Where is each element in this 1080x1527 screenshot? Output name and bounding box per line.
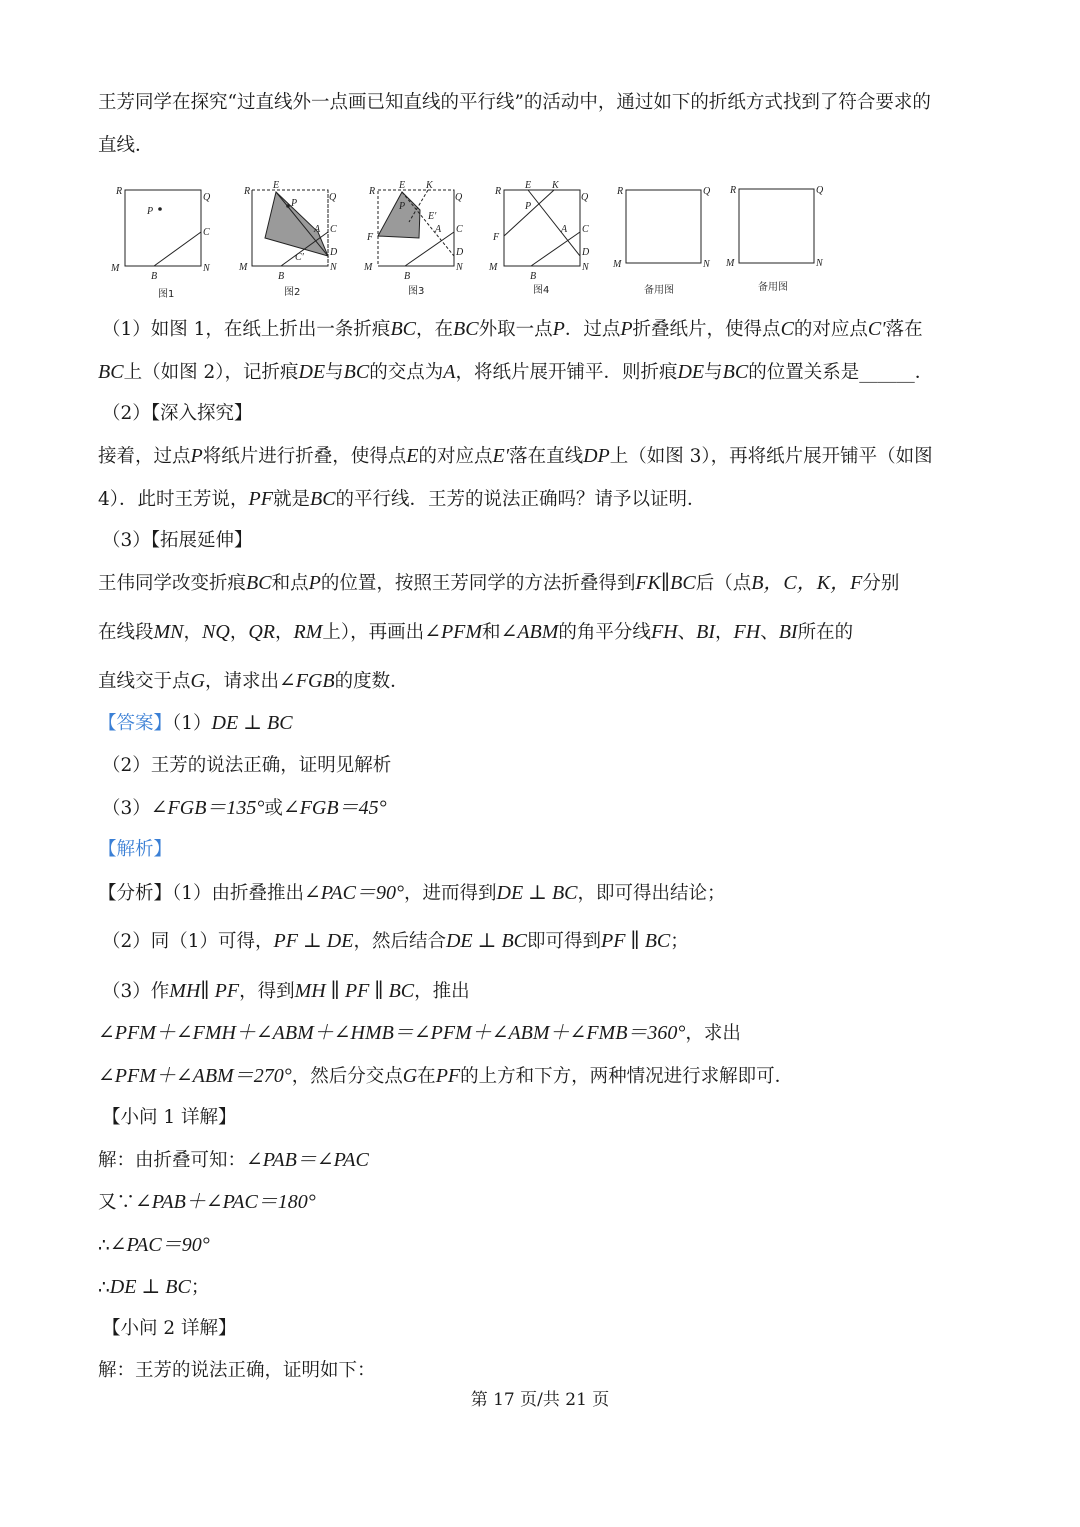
detail1-line-3: ∴∠PAC＝90° bbox=[98, 1234, 210, 1256]
caption-spare-1: 备用图 bbox=[644, 285, 674, 296]
svg-text:N: N bbox=[816, 258, 823, 269]
svg-text:B: B bbox=[530, 271, 537, 282]
svg-text:F: F bbox=[367, 232, 374, 243]
svg-text:C′: C′ bbox=[295, 252, 304, 263]
svg-text:B: B bbox=[278, 271, 285, 282]
page-footer: 第 17 页/共 21 页 bbox=[470, 1390, 610, 1410]
svg-text:Q: Q bbox=[329, 192, 337, 203]
svg-text:M: M bbox=[364, 262, 373, 273]
svg-text:M: M bbox=[489, 262, 498, 273]
answer-line-3: （3）∠FGB＝135°或∠FGB＝45° bbox=[102, 797, 387, 819]
svg-text:B: B bbox=[151, 271, 158, 282]
svg-text:Q: Q bbox=[203, 192, 211, 203]
svg-text:R: R bbox=[495, 186, 502, 197]
svg-text:R: R bbox=[244, 186, 251, 197]
svg-text:K: K bbox=[426, 180, 433, 191]
svg-text:Q: Q bbox=[455, 192, 463, 203]
detail2-line-1: 解：王芳的说法正确，证明如下： bbox=[98, 1360, 376, 1381]
spare-figure-2 bbox=[725, 185, 824, 269]
figure-3 bbox=[363, 180, 464, 282]
svg-text:K: K bbox=[552, 180, 559, 191]
svg-text:D: D bbox=[330, 247, 338, 258]
spare-figure-1 bbox=[612, 186, 711, 270]
intro-line-2: 直线． bbox=[98, 135, 154, 156]
svg-text:Q: Q bbox=[581, 192, 589, 203]
svg-text:C: C bbox=[203, 227, 210, 238]
svg-text:P: P bbox=[525, 201, 532, 212]
caption-fig1: 图1 bbox=[158, 289, 175, 300]
analysis-tag: 【解析】 bbox=[98, 839, 173, 860]
q3-line-3: 直线交于点G，请求出∠FGB的度数． bbox=[98, 670, 409, 692]
figures-svg bbox=[105, 172, 845, 307]
svg-text:M: M bbox=[726, 258, 735, 269]
svg-text:C: C bbox=[582, 224, 589, 235]
analysis-line-1: 【分析】（1）由折叠推出∠PAC＝90°，进而得到DE ⊥ BC，即可得出结论； bbox=[98, 882, 726, 904]
svg-text:P: P bbox=[291, 198, 298, 209]
q2-heading: （2）【深入探究】 bbox=[102, 403, 253, 424]
svg-text:A: A bbox=[314, 224, 321, 235]
caption-fig4: 图4 bbox=[533, 285, 550, 296]
svg-text:D: D bbox=[582, 247, 590, 258]
q3-line-1: 王伟同学改变折痕BC和点P的位置，按照王芳同学的方法折叠得到FK∥BC后（点B，C，K，F分别 bbox=[98, 572, 900, 594]
q2-line-2: 4）．此时王芳说，PF就是BC的平行线．王芳的说法正确吗？请予以证明． bbox=[98, 488, 706, 510]
svg-text:D: D bbox=[456, 247, 464, 258]
analysis-line-3: （3）作MH∥ PF，得到MH ∥ PF ∥ BC，推出 bbox=[102, 980, 470, 1002]
svg-text:N: N bbox=[330, 262, 337, 273]
svg-text:Q: Q bbox=[703, 186, 711, 197]
detail1-line-2: 又∵∠PAB＋∠PAC＝180° bbox=[98, 1191, 316, 1213]
svg-text:E: E bbox=[525, 180, 532, 191]
svg-text:R: R bbox=[730, 185, 737, 196]
svg-text:P: P bbox=[147, 206, 154, 217]
caption-fig3: 图3 bbox=[408, 286, 425, 297]
detail1-line-1: 解：由折叠可知：∠PAB＝∠PAC bbox=[98, 1149, 369, 1171]
intro-line-1: 王芳同学在探究“过直线外一点画已知直线的平行线”的活动中，通过如下的折纸方式找到了符合要求的 bbox=[98, 92, 931, 113]
figure-2 bbox=[238, 180, 338, 282]
svg-text:A: A bbox=[435, 224, 442, 235]
svg-text:E′: E′ bbox=[428, 211, 437, 222]
detail1-heading: 【小问 1 详解】 bbox=[102, 1107, 237, 1128]
analysis-line-2: （2）同（1）可得，PF ⊥ DE，然后结合DE ⊥ BC即可得到PF ∥ BC； bbox=[102, 930, 689, 952]
svg-text:A: A bbox=[561, 224, 568, 235]
svg-text:E: E bbox=[273, 180, 280, 191]
svg-text:M: M bbox=[613, 259, 622, 270]
svg-text:M: M bbox=[239, 262, 248, 273]
q3-heading: （3）【拓展延伸】 bbox=[102, 530, 253, 551]
q1-line-2: BC上（如图 2），记折痕DE与BC的交点为A，将纸片展开铺平．则折痕DE与BC的位置关系是______． bbox=[98, 361, 934, 383]
analysis-line-5: ∠PFM＋∠ABM＝270°，然后分交点G在PF的上方和下方，两种情况进行求解即可． bbox=[98, 1065, 794, 1087]
answer-line-1: 【答案】（1）DE ⊥ BC bbox=[98, 712, 293, 734]
svg-text:R: R bbox=[617, 186, 624, 197]
answer-line-2: （2）王芳的说法正确，证明见解析 bbox=[102, 755, 392, 776]
caption-spare-2: 备用图 bbox=[758, 282, 788, 293]
svg-text:B: B bbox=[404, 271, 411, 282]
detail2-heading: 【小问 2 详解】 bbox=[102, 1318, 237, 1339]
caption-fig2: 图2 bbox=[284, 287, 301, 298]
figure-row bbox=[105, 172, 845, 307]
svg-text:R: R bbox=[369, 186, 376, 197]
svg-text:N: N bbox=[203, 263, 210, 274]
svg-text:E: E bbox=[399, 180, 406, 191]
answer-tag: 【答案】 bbox=[98, 713, 173, 734]
detail1-line-4: ∴DE ⊥ BC； bbox=[98, 1276, 210, 1298]
figure-1 bbox=[110, 186, 211, 282]
svg-text:F: F bbox=[493, 232, 500, 243]
svg-text:R: R bbox=[116, 186, 123, 197]
svg-text:C: C bbox=[456, 224, 463, 235]
svg-text:N: N bbox=[456, 262, 463, 273]
q3-line-2: 在线段MN，NQ，QR，RM上），再画出∠PFM和∠ABM的角平分线FH、BI，FH、BI所在的 bbox=[98, 621, 854, 643]
svg-text:P: P bbox=[399, 201, 406, 212]
svg-text:N: N bbox=[703, 259, 710, 270]
analysis-line-4: ∠PFM＋∠FMH＋∠ABM＋∠HMB＝∠PFM＋∠ABM＋∠FMB＝360°，求出 bbox=[98, 1022, 741, 1044]
svg-text:C: C bbox=[330, 224, 337, 235]
q1-line-1: （1）如图 1，在纸上折出一条折痕BC，在BC外取一点P．过点P折叠纸片，使得点C的对应点C′落在 bbox=[102, 318, 923, 340]
figure-4 bbox=[488, 180, 590, 282]
svg-text:M: M bbox=[111, 263, 120, 274]
svg-text:N: N bbox=[582, 262, 589, 273]
svg-text:Q: Q bbox=[816, 185, 824, 196]
q2-line-1: 接着，过点P将纸片进行折叠，使得点E的对应点E′落在直线DP上（如图 3），再将纸片展开铺平（如图 bbox=[98, 445, 933, 467]
